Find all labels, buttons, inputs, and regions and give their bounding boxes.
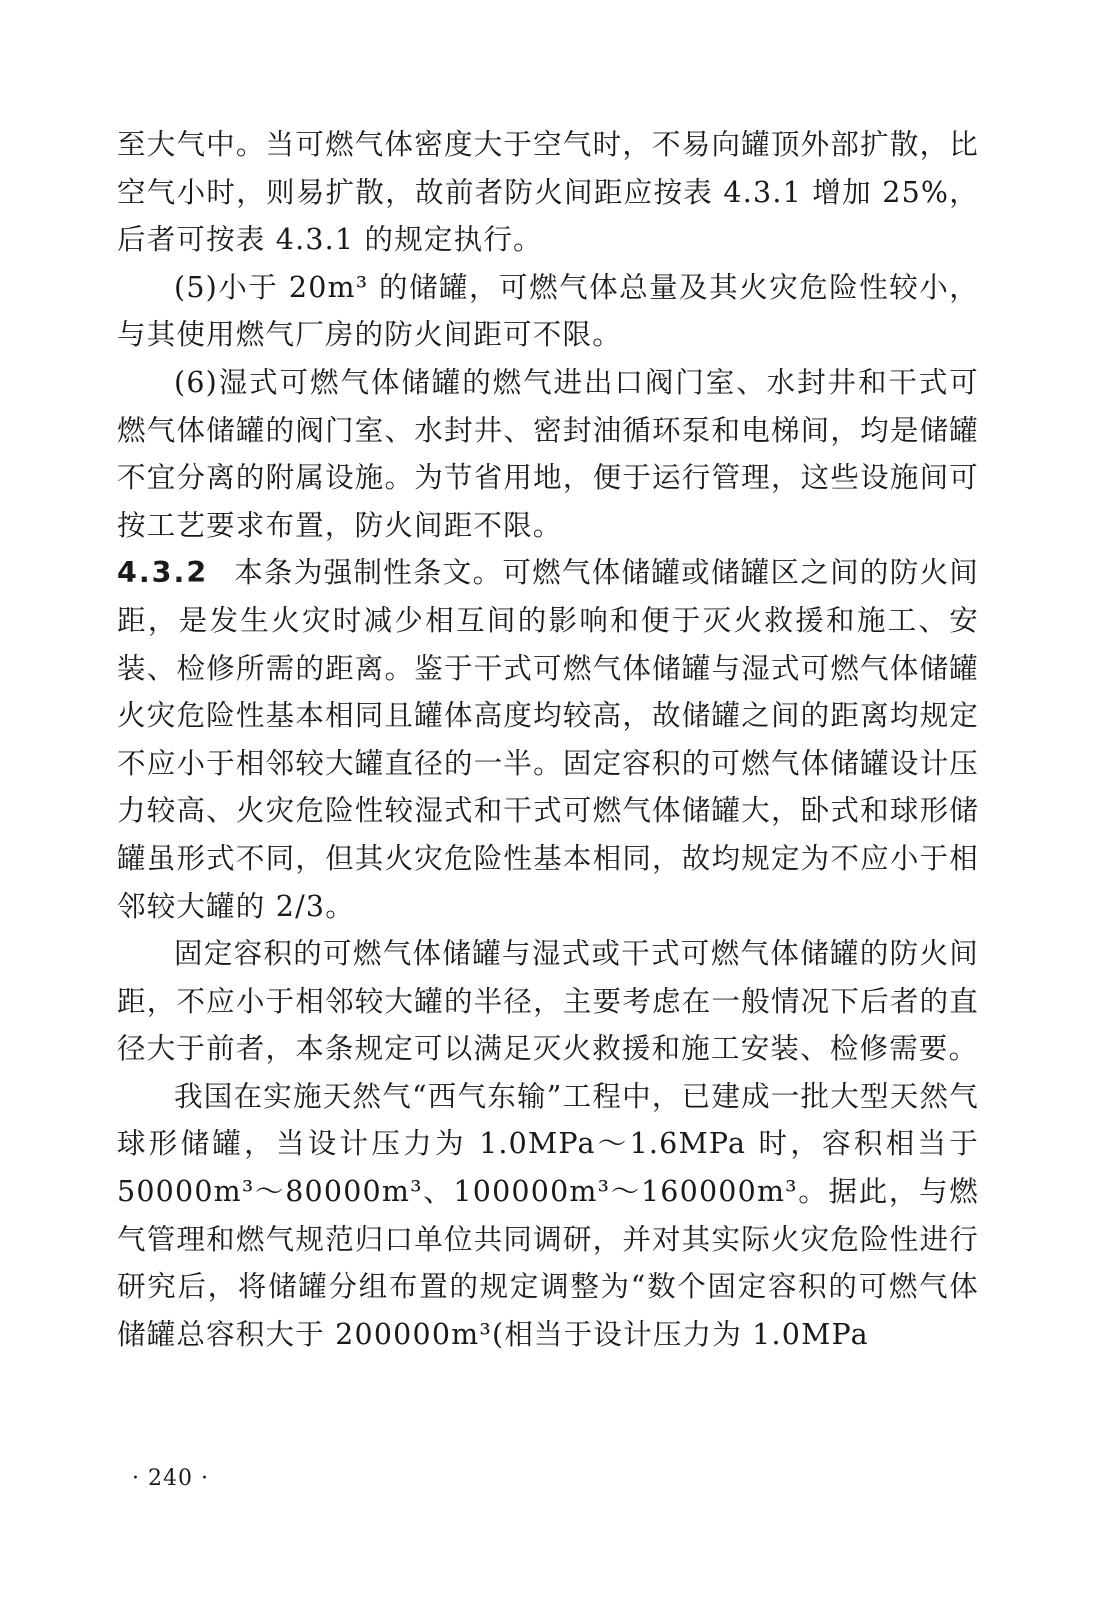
paragraph-fixed-volume: 固定容积的可燃气体储罐与湿式或干式可燃气体储罐的防火间距，不应小于相邻较大罐的半径，主要考虑在一般情况下后者的直径大于前者，本条规定可以满足灭火救援和施工安装、检修需要。 <box>117 937 979 1066</box>
paragraph-continuation: 至大气中。当可燃气体密度大于空气时，不易向罐顶外部扩散，比空气小时，则易扩散，故前者防火间距应按表 4.3.1 增加 25%，后者可按表 4.3.1 的规定执行。 <box>117 128 979 257</box>
section-text: 本条为强制性条文。可燃气体储罐或储罐区之间的防火间距，是发生火灾时减少相互间的影响和便于灭火救援和施工、安装、检修所需的距离。鉴于干式可燃气体储罐与湿式可燃气体储罐火灾危险性基本相同且罐体高度均较高，故储罐之间的距离均规定不应小于相邻较大罐直径的一半。固定容积的可燃气体储罐设计压力较高、火灾危险性较湿式和干式可燃气体储罐大，卧式和球形储罐虽形式不同，但其火灾危险性基本相同，故均规定为不应小于相邻较大罐的 2/3。 <box>117 556 979 923</box>
document-body <box>117 121 979 1358</box>
paragraph-item-6: (6)湿式可燃气体储罐的燃气进出口阀门室、水封井和干式可燃气体储罐的阀门室、水封井、密封油循环泵和电梯间，均是储罐不宜分离的附属设施。为节省用地，便于运行管理，这些设施间可按工艺要求布置，防火间距不限。 <box>117 365 979 542</box>
paragraph-west-east-pipeline: 我国在实施天然气“西气东输”工程中，已建成一批大型天然气球形储罐，当设计压力为 1.0MPa～1.6MPa 时，容积相当于 50000m³～80000m³、100000m³～160000m³。据此，与燃气管理和燃气规范归口单位共同调研，并对其实际火灾危险性进行研究后，将储罐分组布置的规定调整为“数个固定容积的可燃气体储罐总容积大于 200000m³(相当于设计压力为 1.0MPa <box>117 1079 979 1351</box>
page-number: · 240 · <box>132 1466 209 1491</box>
paragraph-item-5: (5)小于 20m³ 的储罐，可燃气体总量及其火灾危险性较小，与其使用燃气厂房的防火间距可不限。 <box>117 270 979 352</box>
section-number: 4.3.2 <box>117 556 209 590</box>
section-4-3-2 <box>117 549 979 930</box>
